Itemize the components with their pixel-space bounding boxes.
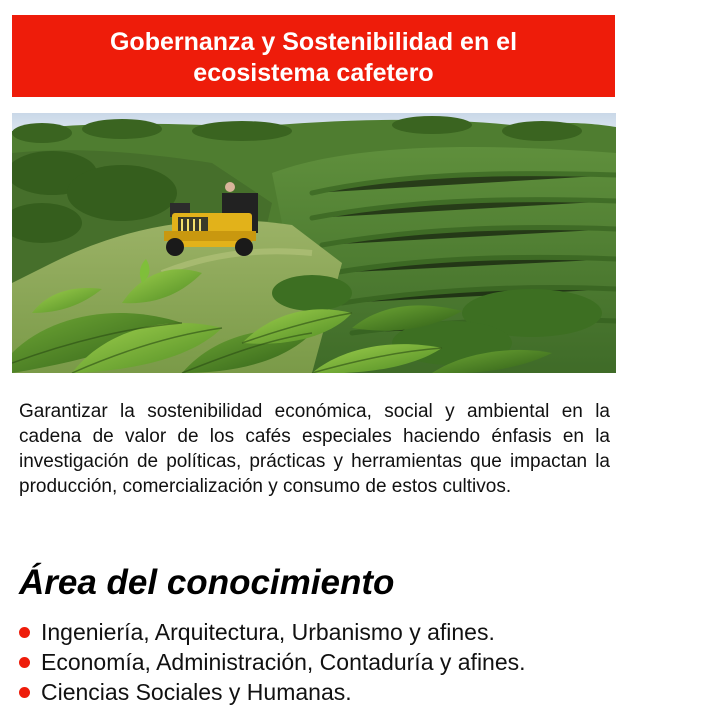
page-title: Gobernanza y Sostenibilidad en el ecosistema cafetero xyxy=(109,28,518,87)
project-description: Garantizar la sostenibilidad económica, social y ambiental en la cadena de valor de los cafés especiales haciendo énfasis en la investigación de políticas, prácticas y herramientas que impactan la producción, comercialización y consumo de estos cultivos. xyxy=(19,401,610,497)
bullet-dot-icon xyxy=(19,627,30,638)
knowledge-area-heading: Área del conocimiento xyxy=(19,563,395,602)
list-item xyxy=(19,617,526,647)
list-item xyxy=(19,647,526,677)
coffee-plantation-photo xyxy=(12,113,616,373)
knowledge-area-list xyxy=(19,617,526,707)
bullet-dot-icon xyxy=(19,687,30,698)
list-item-label: Economía, Administración, Contaduría y afines. xyxy=(41,648,526,675)
list-item-label: Ciencias Sociales y Humanas. xyxy=(41,678,352,705)
bullet-dot-icon xyxy=(19,657,30,668)
list-item-label: Ingeniería, Arquitectura, Urbanismo y afines. xyxy=(41,618,495,645)
title-banner xyxy=(12,15,615,97)
list-item xyxy=(19,677,526,707)
